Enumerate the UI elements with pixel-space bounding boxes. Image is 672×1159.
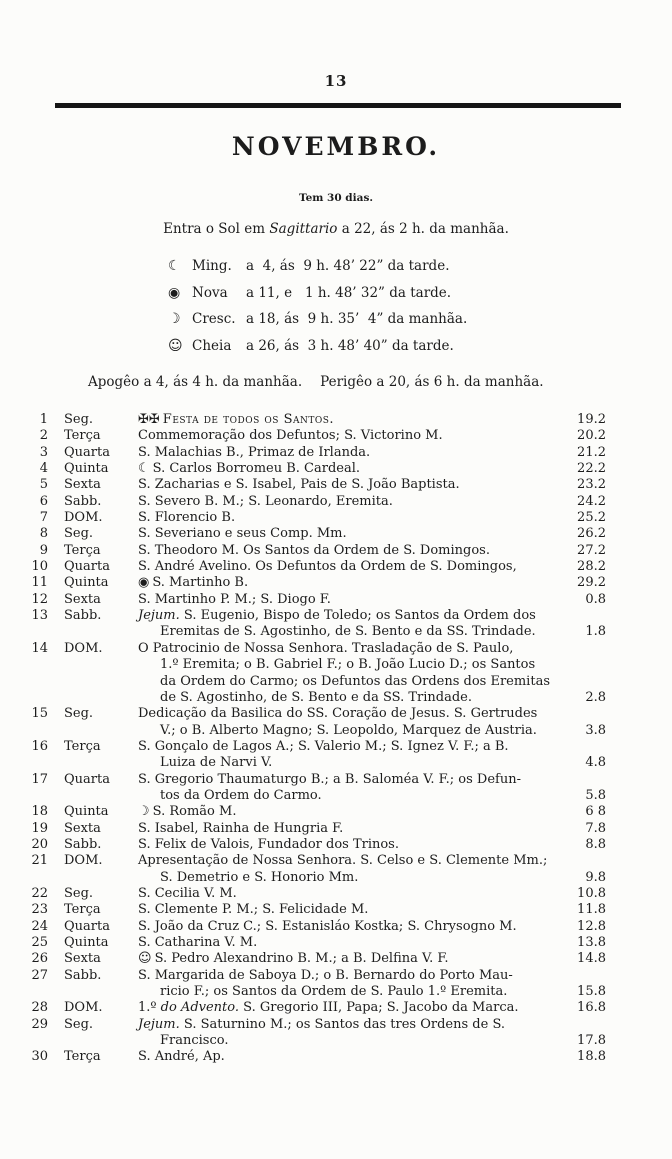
day-value: 1.8 <box>585 624 606 640</box>
day-value: 2.8 <box>585 689 606 705</box>
day-number: 14 <box>31 640 48 656</box>
entry-text-segment: S. Felix de Valois, Fundador dos Trinos. <box>138 836 399 852</box>
calendar-row <box>28 968 606 1001</box>
apogee-text: Apogêo a 4, ás 4 h. da manhãa. <box>88 374 303 390</box>
feast-entry <box>138 1000 560 1016</box>
feast-entry <box>138 804 560 820</box>
day-number: 3 <box>39 444 48 460</box>
calendar-row <box>28 608 606 641</box>
zodiac-name: Sagittario <box>269 221 338 237</box>
feast-entry-line <box>138 723 560 739</box>
entry-text-segment: S. Malachias B., Primaz de Irlanda. <box>138 444 371 460</box>
sun-entry-line <box>0 221 672 237</box>
day-number: 29 <box>31 1016 48 1032</box>
entry-text-segment: Festa de todos os Santos. <box>162 412 335 427</box>
weekday-label: Seg. <box>64 706 94 722</box>
day-value: 28.2 <box>577 559 606 575</box>
weekday-label: Seg. <box>64 1016 94 1032</box>
day-value: 6 8 <box>585 804 606 820</box>
day-number: 2 <box>39 428 48 444</box>
calendar-row <box>28 821 606 837</box>
waning-moon-icon: ☾ <box>168 258 181 274</box>
calendar-row <box>28 641 606 706</box>
entry-text-segment: da Ordem do Carmo; os Defuntos das Ordens dos Eremitas <box>160 673 550 689</box>
feast-entry-line <box>138 461 560 477</box>
day-value: 24.2 <box>577 493 606 509</box>
feast-entry <box>138 608 560 641</box>
days-count: Tem 30 dias. <box>298 192 374 204</box>
header-rule <box>55 103 621 108</box>
feast-entry-line <box>138 657 560 673</box>
entry-text-segment: Jejum. <box>138 1016 180 1032</box>
feast-entry-line <box>138 870 560 886</box>
feast-entry <box>138 772 560 805</box>
feast-entry <box>138 494 560 510</box>
feast-entry <box>138 641 560 706</box>
day-number: 6 <box>39 493 48 509</box>
moon-phase-detail: a 11, e 1 h. 48’ 32” da tarde. <box>246 284 452 301</box>
entry-text-segment: Dedicação da Basilica do SS. Coração de Jesus. S. Gertrudes <box>138 706 538 722</box>
entry-text-segment: S. Severiano e seus Comp. Mm. <box>138 526 347 542</box>
day-value: 18.8 <box>577 1049 606 1065</box>
weekday-label: Quarta <box>64 771 110 787</box>
calendar-row <box>28 477 606 493</box>
day-number: 8 <box>39 526 48 542</box>
sun-entry-suffix: a 22, ás 2 h. da manhãa. <box>337 221 509 237</box>
day-number: 12 <box>31 591 48 607</box>
entry-text-segment: S. Eugenio, Bispo de Toledo; os Santos da Ordem dos <box>179 608 536 624</box>
calendar-row <box>28 886 606 902</box>
calendar-row <box>28 575 606 591</box>
entry-text-segment: S. Theodoro M. Os Santos da Ordem de S. Domingos. <box>138 542 490 558</box>
day-number: 21 <box>31 853 48 869</box>
day-number: 20 <box>31 836 48 852</box>
entry-text-segment: do Advento. <box>160 1000 240 1016</box>
feast-entry-line <box>138 706 560 722</box>
moon-phase-row <box>168 311 467 338</box>
calendar-row <box>28 510 606 526</box>
day-number: 11 <box>31 575 48 591</box>
feast-entry-line <box>138 559 560 575</box>
feast-entry-line <box>138 624 560 640</box>
feast-entry-line <box>138 755 560 771</box>
day-value: 19.2 <box>577 412 606 427</box>
feast-entry-line <box>138 919 560 935</box>
weekday-label: Sabb. <box>64 967 102 983</box>
day-number: 4 <box>39 461 48 477</box>
day-number: 7 <box>39 510 48 526</box>
day-value: 21.2 <box>577 444 606 460</box>
feast-entry-line <box>138 690 560 706</box>
calendar-row <box>28 853 606 886</box>
day-number: 9 <box>39 542 48 558</box>
entry-text-segment: 1.º <box>138 1000 161 1016</box>
feast-entry-line <box>138 608 560 624</box>
calendar-row <box>28 935 606 951</box>
feast-entry-line <box>138 739 560 755</box>
sun-entry-prefix: Entra o Sol em <box>163 221 270 237</box>
feast-entry-line <box>138 968 560 984</box>
entry-text-segment: S. Romão M. <box>152 804 237 820</box>
entry-text-segment: S. Clemente P. M.; S. Felicidade M. <box>138 902 369 918</box>
day-number: 16 <box>31 738 48 754</box>
entry-text-segment: S. Carlos Borromeu B. Cardeal. <box>152 461 361 477</box>
weekday-label: Sexta <box>64 591 101 607</box>
entry-text-segment: S. Gregorio Thaumaturgo B.; a B. Saloméa V. F.; os Defun- <box>138 771 521 787</box>
feast-entry-line <box>138 477 560 493</box>
feast-entry-line <box>138 935 560 951</box>
day-number: 22 <box>31 885 48 901</box>
feast-entry-line <box>138 788 560 804</box>
feast-entry-line <box>138 1017 560 1033</box>
day-value: 26.2 <box>577 526 606 542</box>
apogee-perigee-line <box>88 374 544 390</box>
feast-entry <box>138 526 560 542</box>
weekday-label: Quarta <box>64 559 110 575</box>
day-value: 13.8 <box>577 935 606 950</box>
feast-entry <box>138 902 560 918</box>
entry-text-segment: S. Martinho B. <box>152 575 249 591</box>
day-number: 1 <box>39 412 48 427</box>
day-number: 28 <box>31 1000 48 1016</box>
day-value: 29.2 <box>577 575 606 591</box>
weekday-label: Sexta <box>64 820 101 836</box>
entry-text-segment: S. André, Ap. <box>138 1049 225 1065</box>
feast-entry-line <box>138 575 560 591</box>
day-value: 10.8 <box>577 885 606 901</box>
feast-entry-line <box>138 837 560 853</box>
weekday-label: Terça <box>64 542 101 558</box>
feast-entry <box>138 461 560 477</box>
moon-phase-name: Cresc. <box>192 311 236 328</box>
feast-entry-line <box>138 526 560 542</box>
calendar-row <box>28 772 606 805</box>
calendar-row <box>28 1000 606 1016</box>
day-number: 30 <box>31 1049 48 1065</box>
weekday-label: Quinta <box>64 461 109 477</box>
page-number: 13 <box>324 72 348 90</box>
feast-entry <box>138 886 560 902</box>
feast-entry-line <box>138 1000 560 1016</box>
month-title: NOVEMBRO. <box>231 132 441 161</box>
feast-entry-line <box>138 674 560 690</box>
day-number: 27 <box>31 967 48 983</box>
feast-entry <box>138 853 560 886</box>
weekday-label: Seg. <box>64 526 94 542</box>
entry-text-segment: S. Florencio B. <box>138 510 236 526</box>
day-number: 5 <box>39 477 48 493</box>
day-value: 25.2 <box>577 510 606 526</box>
calendar-row <box>28 428 606 444</box>
entry-text-segment: Luiza de Narvi V. <box>160 755 273 771</box>
entry-text-segment: S. Gregorio III, Papa; S. Jacobo da Marca. <box>239 1000 519 1016</box>
day-value: 0.8 <box>585 591 606 607</box>
entry-text-segment: Eremitas de S. Agostinho, de S. Bento e da SS. Trindade. <box>160 624 536 640</box>
feast-entry <box>138 821 560 837</box>
weekday-label: Quarta <box>64 918 110 934</box>
calendar-row <box>28 592 606 608</box>
feast-entry <box>138 739 560 772</box>
entry-text-segment: Apresentação de Nossa Senhora. S. Celso e S. Clemente Mm.; <box>138 853 548 869</box>
calendar-row <box>28 951 606 967</box>
feast-entry <box>138 1017 560 1050</box>
entry-text-segment: Francisco. <box>160 1033 229 1049</box>
feast-entry <box>138 706 560 739</box>
feast-entry-line <box>138 445 560 461</box>
calendar-row <box>28 902 606 918</box>
moon-phase-detail: a 26, ás 3 h. 48’ 40” da tarde. <box>246 337 454 354</box>
feast-entry <box>138 951 560 967</box>
day-value: 16.8 <box>577 1000 606 1016</box>
moon-phase-detail: a 4, ás 9 h. 48’ 22” da tarde. <box>246 258 450 274</box>
entry-text-segment: S. Margarida de Saboya D.; o B. Bernardo do Porto Mau- <box>138 967 513 983</box>
weekday-label: Seg. <box>64 412 94 427</box>
day-number: 10 <box>31 559 48 575</box>
feast-entry-line <box>138 1033 560 1049</box>
entry-text-segment: O Patrocinio de Nossa Senhora. Trasladação de S. Paulo, <box>138 640 514 656</box>
day-number: 26 <box>31 951 48 967</box>
feast-entry-line <box>138 592 560 608</box>
day-value: 15.8 <box>577 984 606 1000</box>
feast-entry-line <box>138 804 560 820</box>
entry-text-segment: S. Zacharias e S. Isabel, Pais de S. João Baptista. <box>138 477 460 493</box>
moon-phase-row <box>168 338 467 365</box>
full-moon-icon: ☺ <box>168 337 183 354</box>
entry-text-segment: V.; o B. Alberto Magno; S. Leopoldo, Marquez de Austria. <box>160 722 537 738</box>
weekday-label: Sabb. <box>64 608 102 624</box>
weekday-label: Sabb. <box>64 493 102 509</box>
new-moon-icon: ◉ <box>138 575 150 591</box>
feast-entry-line <box>138 951 560 967</box>
calendar-row <box>28 445 606 461</box>
weekday-label: Sexta <box>64 951 101 967</box>
day-value: 4.8 <box>585 755 606 771</box>
calendar-row <box>28 526 606 542</box>
entry-text-segment: Jejum. <box>138 608 180 624</box>
day-value: 17.8 <box>577 1033 606 1049</box>
moon-phase-list <box>168 258 467 364</box>
feast-entry <box>138 935 560 951</box>
feast-entry-line <box>138 510 560 526</box>
calendar-row <box>28 706 606 739</box>
feast-entry-line <box>138 772 560 788</box>
entry-text-segment: S. Severo B. M.; S. Leonardo, Eremita. <box>138 493 393 509</box>
feast-entry-line <box>138 1049 560 1065</box>
feast-entry-line <box>138 428 560 444</box>
feast-entry-line <box>138 853 560 869</box>
moon-phase-row <box>168 285 467 312</box>
feast-entry <box>138 837 560 853</box>
entry-text-segment: S. Pedro Alexandrino B. M.; a B. Delfina V. F. <box>154 951 449 967</box>
entry-text-segment: Commemoração dos Defuntos; S. Victorino M. <box>138 428 443 444</box>
day-value: 20.2 <box>577 428 606 444</box>
entry-text-segment: S. Gonçalo de Lagos A.; S. Valerio M.; S. Ignez V. F.; a B. <box>138 738 509 754</box>
calendar-row <box>28 804 606 820</box>
day-value: 8.8 <box>585 836 606 852</box>
entry-text-segment: S. Catharina V. M. <box>138 935 258 950</box>
calendar-row <box>28 412 606 428</box>
day-value: 9.8 <box>585 869 606 885</box>
day-value: 14.8 <box>577 951 606 967</box>
weekday-label: Quinta <box>64 935 109 950</box>
entry-text-segment: de S. Agostinho, de S. Bento e da SS. Trindade. <box>160 689 472 705</box>
entry-text-segment: ricio F.; os Santos da Ordem de S. Paulo 1.º Eremita. <box>160 984 508 1000</box>
moon-phase-detail: a 18, ás 9 h. 35’ 4” da manhãa. <box>246 311 468 328</box>
waxing-moon-icon: ☽ <box>138 804 150 820</box>
day-number: 13 <box>31 608 48 624</box>
weekday-label: DOM. <box>64 853 103 869</box>
day-number: 18 <box>31 804 48 820</box>
weekday-label: DOM. <box>64 510 103 526</box>
entry-text-segment: S. Demetrio e S. Honorio Mm. <box>160 869 359 885</box>
day-number: 24 <box>31 918 48 934</box>
new-moon-icon: ◉ <box>168 284 181 301</box>
entry-text-segment: S. André Avelino. Os Defuntos da Ordem de S. Domingos, <box>138 559 517 575</box>
feast-entry-line <box>138 494 560 510</box>
weekday-label: DOM. <box>64 1000 103 1016</box>
weekday-label: Terça <box>64 428 101 444</box>
full-moon-icon: ☺ <box>138 951 152 967</box>
feast-entry <box>138 968 560 1001</box>
feast-entry-line <box>138 543 560 559</box>
waning-moon-icon: ☾ <box>138 461 150 477</box>
feast-entry <box>138 412 560 428</box>
moon-phase-name: Nova <box>192 284 228 301</box>
day-value: 7.8 <box>585 820 606 836</box>
perigee-text: Perigêo a 20, ás 6 h. da manhãa. <box>320 374 544 390</box>
day-number: 23 <box>31 902 48 918</box>
day-value: 3.8 <box>585 722 606 738</box>
feast-entry <box>138 428 560 444</box>
feast-entry <box>138 477 560 493</box>
entry-text-segment: S. João da Cruz C.; S. Estanisláo Kostka; S. Chrysogno M. <box>138 918 517 934</box>
feast-entry <box>138 510 560 526</box>
entry-text-segment: 1.º Eremita; o B. Gabriel F.; o B. João Lucio D.; os Santos <box>160 657 536 673</box>
entry-text-segment: S. Cecilia V. M. <box>138 885 237 901</box>
day-value: 22.2 <box>577 461 606 477</box>
feast-entry <box>138 575 560 591</box>
weekday-label: Sabb. <box>64 836 102 852</box>
day-value: 11.8 <box>577 902 606 918</box>
entry-text-segment: S. Martinho P. M.; S. Diogo F. <box>138 591 331 607</box>
moon-phase-name: Ming. <box>192 258 232 274</box>
waxing-moon-icon: ☽ <box>168 311 181 328</box>
entry-text-segment: S. Saturnino M.; os Santos das tres Ordens de S. <box>179 1016 506 1032</box>
feast-entry-line <box>138 641 560 657</box>
entry-text-segment: tos da Ordem do Carmo. <box>160 787 322 803</box>
moon-phase-row <box>168 258 467 285</box>
feast-entry <box>138 559 560 575</box>
calendar-row <box>28 1017 606 1050</box>
feast-entry <box>138 445 560 461</box>
day-number: 15 <box>31 706 48 722</box>
feast-entry <box>138 543 560 559</box>
calendar-row <box>28 543 606 559</box>
weekday-label: Terça <box>64 902 101 918</box>
day-number: 25 <box>31 935 48 950</box>
weekday-label: Quinta <box>64 575 109 591</box>
weekday-label: Quinta <box>64 804 109 820</box>
weekday-label: Quarta <box>64 444 110 460</box>
day-value: 5.8 <box>585 787 606 803</box>
calendar-row <box>28 494 606 510</box>
feast-entry <box>138 919 560 935</box>
moon-phase-name: Cheia <box>192 337 232 354</box>
calendar-row <box>28 1049 606 1065</box>
day-value: 23.2 <box>577 477 606 493</box>
calendar-row <box>28 919 606 935</box>
weekday-label: DOM. <box>64 640 103 656</box>
weekday-label: Sexta <box>64 477 101 493</box>
calendar-row <box>28 837 606 853</box>
feast-entry <box>138 1049 560 1065</box>
weekday-label: Seg. <box>64 885 94 901</box>
calendar-row <box>28 559 606 575</box>
feast-entry-line <box>138 412 560 428</box>
feast-entry-line <box>138 902 560 918</box>
calendar-row <box>28 461 606 477</box>
feast-entry-line <box>138 984 560 1000</box>
day-number: 19 <box>31 820 48 836</box>
calendar-row <box>28 739 606 772</box>
day-value: 27.2 <box>577 542 606 558</box>
feast-entry <box>138 592 560 608</box>
feast-entry-line <box>138 886 560 902</box>
calendar-table <box>28 412 606 1066</box>
weekday-label: Terça <box>64 738 101 754</box>
day-number: 17 <box>31 771 48 787</box>
double-maltese-cross-icon: ✠✠ <box>138 412 160 427</box>
day-value: 12.8 <box>577 918 606 934</box>
feast-entry-line <box>138 821 560 837</box>
weekday-label: Terça <box>64 1049 101 1065</box>
entry-text-segment: S. Isabel, Rainha de Hungria F. <box>138 820 344 836</box>
